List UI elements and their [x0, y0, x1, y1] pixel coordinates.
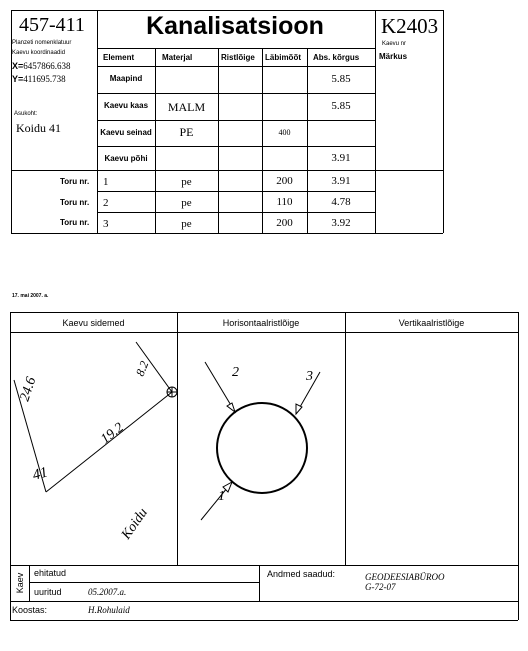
sidemed-label-b: 8.2	[132, 358, 152, 379]
col-header-elevation: Abs. kõrgus	[313, 53, 360, 62]
pipe-label-2: 2	[232, 365, 239, 380]
well-circle	[217, 403, 307, 493]
measured-value: 05.2007.a.	[88, 587, 127, 597]
panel-title-sidemed: Kaevu sidemed	[62, 318, 125, 328]
date-note: 17. mai 2007. a.	[12, 293, 49, 299]
arrow-2-icon	[227, 403, 235, 412]
row-elevation: 5.85	[331, 73, 351, 85]
remarks-label: Märkus	[379, 52, 408, 61]
y-value: 411695.738	[23, 74, 66, 84]
x-label: X=	[12, 61, 24, 71]
pipe-number: 2	[103, 197, 109, 209]
object-id: 457-411	[19, 14, 85, 36]
pipe-diameter: 110	[276, 196, 293, 208]
pipe-label: Toru nr.	[60, 177, 90, 186]
sidemed-label-c: 19.2	[98, 420, 127, 448]
address-value: Koidu 41	[16, 121, 61, 135]
y-coordinate	[12, 74, 66, 84]
sidemed-label-a: 24.6	[17, 375, 40, 404]
well-id-caption: Kaevu nr	[382, 41, 407, 47]
row-element: Maapind	[109, 74, 143, 83]
col-header-element: Element	[103, 53, 135, 62]
kaev-label: Kaev	[15, 572, 25, 594]
row-element: Kaevu kaas	[103, 101, 149, 110]
row-elevation: 5.85	[331, 100, 351, 112]
horizontal-section-sketch	[177, 332, 345, 564]
pipe-diameter: 200	[276, 175, 293, 187]
panel-title-horizontal: Horisontaalristlõige	[222, 318, 300, 328]
pipe-diameter: 200	[276, 217, 293, 229]
row-material: PE	[179, 125, 194, 139]
x-coordinate	[12, 61, 71, 71]
data-from-code: G-72-07	[365, 582, 396, 592]
pipe-material: pe	[181, 218, 192, 230]
data-from-label: Andmed saadud:	[267, 569, 336, 579]
pipe-label: Toru nr.	[60, 218, 90, 227]
pipe-material: pe	[181, 176, 192, 188]
row-element: Kaevu seinad	[100, 128, 152, 137]
pipe-number: 1	[103, 176, 109, 188]
col-header-section: Ristlõige	[221, 53, 255, 62]
compiled-label: Koostas:	[12, 605, 48, 615]
pipe-elevation: 4.78	[331, 196, 351, 208]
pipe-label-1: 1	[218, 489, 225, 504]
pipe-elevation: 3.91	[331, 175, 351, 187]
row-material: MALM	[167, 100, 206, 114]
panel-title-vertical: Vertikaalristlõige	[398, 318, 465, 328]
pipe-material: pe	[181, 197, 192, 209]
y-label: Y=	[12, 74, 24, 84]
pipe-elevation: 3.92	[331, 217, 351, 229]
pipe-label-3: 3	[306, 369, 313, 384]
built-label: ehitatud	[34, 568, 67, 578]
document-title: Kanalisatsioon	[146, 12, 324, 40]
data-from-org: GEODEESIABÜROO	[365, 572, 445, 582]
sidemed-sketch	[10, 332, 177, 564]
measured-label: uuritud	[34, 587, 62, 597]
object-id-caption: Planzeti nomenklatuur	[12, 40, 72, 46]
compiled-value: H.Rohulaid	[88, 605, 130, 615]
sidemed-label-street: Koidu	[118, 505, 151, 543]
col-header-diameter: Läbimõõt	[265, 53, 301, 62]
sidemed-label-point: 41	[30, 464, 50, 484]
pipe-label: Toru nr.	[60, 198, 90, 207]
row-element: Kaevu põhi	[104, 154, 148, 163]
coords-caption: Kaevu koordinaadid	[12, 50, 66, 56]
well-id: K2403	[381, 14, 439, 38]
row-diameter: 400	[278, 128, 291, 137]
x-value: 6457866.638	[23, 61, 71, 71]
pipe-number: 3	[103, 218, 109, 230]
col-header-material: Materjal	[162, 53, 193, 62]
address-label: Asukoht:	[14, 111, 38, 117]
row-elevation: 3.91	[331, 152, 351, 164]
